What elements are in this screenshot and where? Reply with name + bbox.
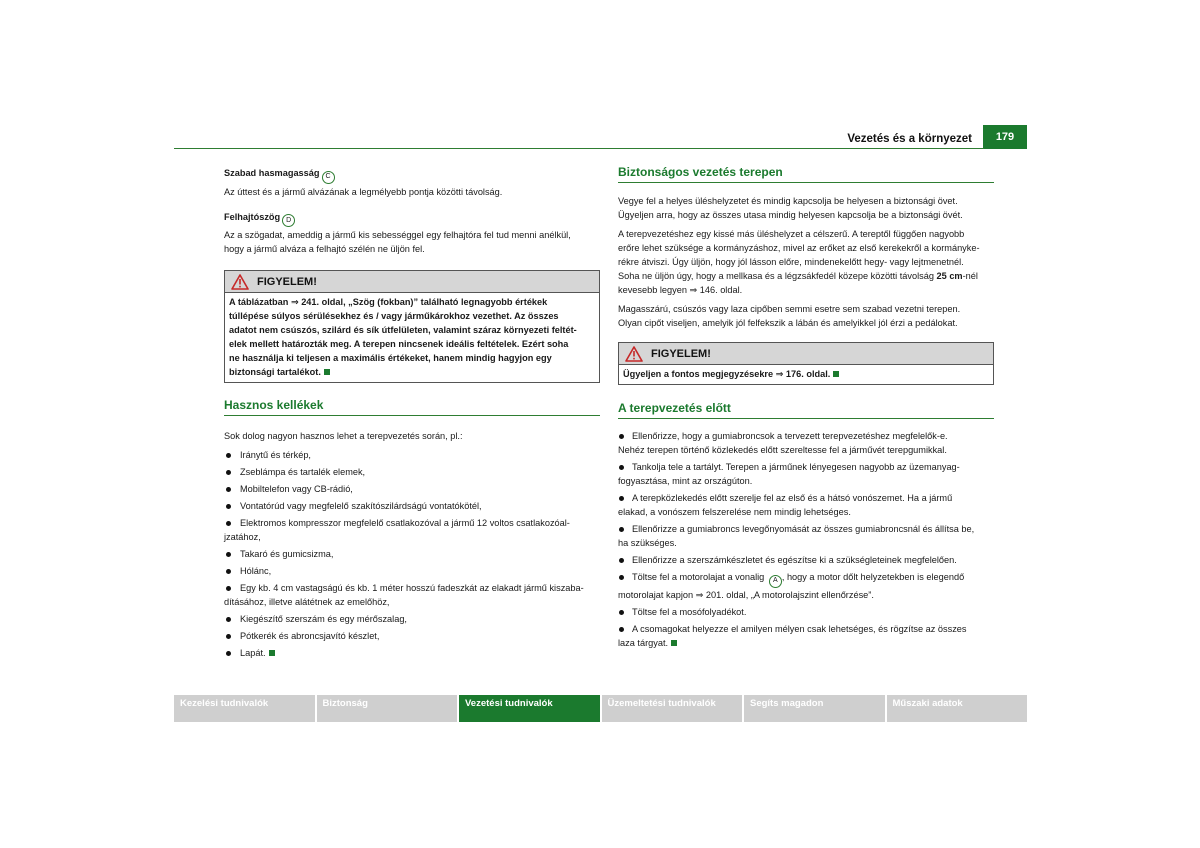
- warning-triangle-icon: [231, 274, 249, 290]
- warning-header: [619, 343, 993, 365]
- section-title-safe-driving: Biztonságos vezetés terepen: [618, 165, 994, 183]
- warning-line: biztonsági tartalékot.: [229, 365, 595, 379]
- climb-angle-label: Felhajtószög: [224, 211, 281, 222]
- header-rule: [174, 148, 984, 149]
- useful-items-intro: Sok dolog nagyon hasznos lehet a terepvezetés során, pl.:: [224, 431, 463, 441]
- list-item: Ellenőrizze a gumiabroncs levegőnyomását az összes gumiabroncsnál és állítsa be, ha szükséges.: [618, 522, 994, 550]
- list-item: Kiegészítő szerszám és egy mérőszalag,: [224, 612, 600, 626]
- right-column: [618, 165, 994, 653]
- list-item: Egy kb. 4 cm vastagságú és kb. 1 méter hosszú fadeszkát az elakadt jármű kiszaba- dításához, illetve alátétnek az emelőhöz,: [224, 581, 600, 609]
- nav-tab-technical-data[interactable]: Műszaki adatok: [887, 695, 1028, 722]
- marker-a-icon: A: [769, 575, 782, 588]
- end-marker-icon: [671, 640, 677, 646]
- list-item: Mobiltelefon vagy CB-rádió,: [224, 482, 600, 496]
- list-item: Töltse fel a motorolajat a vonalig A , hogy a motor dőlt helyzetekben is elegendő motorolajat kapjon ⇒ 201. oldal, „A motorolajszint ellenőrzése”.: [618, 570, 994, 602]
- list-item: Takaró és gumicsizma,: [224, 547, 600, 561]
- climb-angle-text-1: Az a szögadat, ameddig a jármű kis sebességgel egy felhajtóra fel tud menni anélkül,: [224, 230, 571, 240]
- paragraph-shoes: Magasszárú, csúszós vagy laza cipőben semmi esetre sem szabad vezetni terepen. Olyan cipőt viseljen, amelyik jól felfekszik a lábán és amelyikkel jól érzi a pedálokat.: [618, 304, 961, 328]
- end-marker-icon: [269, 650, 275, 656]
- warning-line: ne használja ki teljesen a maximális értékeket, hanem mindig hagyjon egy: [229, 353, 552, 363]
- nav-tab-self-help[interactable]: Segíts magadon: [744, 695, 885, 722]
- nav-tab-safety[interactable]: Biztonság: [317, 695, 458, 722]
- clearance-label: Szabad hasmagasság: [224, 168, 320, 178]
- end-marker-icon: [324, 369, 330, 375]
- warning-header: [225, 271, 599, 293]
- list-item: Zseblámpa és tartalék elemek,: [224, 465, 600, 479]
- list-item: A csomagokat helyezze el amilyen mélyen csak lehetséges, és rögzítse az összes laza tárgyat.: [618, 622, 994, 650]
- warning-box: [618, 342, 994, 385]
- list-item: Töltse fel a mosófolyadékot.: [618, 605, 994, 619]
- marker-c-icon: C: [322, 171, 335, 184]
- end-marker-icon: [833, 371, 839, 377]
- list-item: Hólánc,: [224, 564, 600, 578]
- warning-text: [225, 293, 599, 382]
- list-item: Ellenőrizze, hogy a gumiabroncsok a tervezett terepvezetéshez megfelelők-e. Nehéz terepen történő közlekedés előtt szereltesse fel a járművét terepgumikkal.: [618, 429, 994, 457]
- chapter-title: Vezetés és a környezet: [847, 133, 972, 145]
- list-item: Vontatórúd vagy megfelelő szakítószilárdságú vontatókötél,: [224, 499, 600, 513]
- nav-tab-driving[interactable]: Vezetési tudnivalók: [459, 695, 600, 722]
- list-item: Iránytű és térkép,: [224, 448, 600, 462]
- nav-tab-maintenance[interactable]: Üzemeltetési tudnivalók: [602, 695, 743, 722]
- climb-angle-text-2: hogy a jármű alváza a felhajtó szélén ne üljön fel.: [224, 244, 425, 254]
- warning-box: [224, 270, 600, 383]
- section-title-before-offroad: A terepvezetés előtt: [618, 401, 994, 419]
- list-item: A terepközlekedés előtt szerelje fel az első és a hátsó vonószemet. Ha a jármű elakad, a vonószem felszerelése nem mindig lehetséges.: [618, 491, 994, 519]
- list-item: Pótkerék és abroncsjavító készlet,: [224, 629, 600, 643]
- warning-line: elek mellett határozták meg. A terepen nincsenek ideális feltételek. Ezért soha: [229, 339, 569, 349]
- warning-line: túllépése súlyos sérülésekhez és / vagy járműkárokhoz vezethet. Az összes: [229, 311, 559, 321]
- list-item: Ellenőrizze a szerszámkészletet és egészítse ki a szükségleteinek megfelelően.: [618, 553, 994, 567]
- section-title-useful-items: Hasznos kellékek: [224, 398, 600, 416]
- warning-line: A táblázatban ⇒ 241. oldal, „Szög (fokban)” található legnagyobb értékek: [229, 297, 548, 307]
- warning-line: adatot nem csúszós, szilárd és sík útfelületen, valamint száraz környezeti feltét-: [229, 325, 577, 335]
- page-number: 179: [983, 125, 1027, 149]
- warning-title: FIGYELEM!: [257, 275, 317, 288]
- chapter-nav: [174, 695, 1027, 722]
- list-item: Elektromos kompresszor megfelelő csatlakozóval a jármű 12 voltos csatlakozóal- jzatához,: [224, 516, 600, 544]
- marker-d-icon: D: [282, 214, 295, 227]
- left-column: [224, 166, 600, 663]
- useful-items-list: [224, 448, 600, 660]
- warning-title: FIGYELEM!: [651, 347, 711, 360]
- list-item: Lapát.: [224, 646, 600, 660]
- warning-triangle-icon: [625, 346, 643, 362]
- clearance-text: Az úttest és a jármű alvázának a legmélyebb pontja közötti távolság.: [224, 186, 503, 197]
- nav-tab-operation[interactable]: Kezelési tudnivalók: [174, 695, 315, 722]
- warning-text: Ügyeljen a fontos megjegyzésekre ⇒ 176. oldal.: [619, 365, 993, 384]
- paragraph-seating: A terepvezetéshez egy kissé más üléshelyzet a célszerű. A tereptől függően nagyobb erőre lehet szüksége a kormányzáshoz, mivel az erőket az első kerekekről a kormányke- rékre átviszi. Úgy üljön, hogy jól lásson előre, mindenekelőtt hegy- vagy lejtmenetnél. Soha ne üljön úgy, hogy a mellkasa és a légzsákfedél közepe közötti távolság 25 cm-nél kevesebb legyen ⇒ 146. oldal.: [618, 229, 980, 295]
- list-item: Tankolja tele a tartályt. Terepen a járműnek lényegesen nagyobb az üzemanyag- fogyasztása, mint az országúton.: [618, 460, 994, 488]
- before-offroad-list: [618, 429, 994, 650]
- paragraph-seatbelt: Vegye fel a helyes üléshelyzetet és mindig kapcsolja be helyesen a biztonsági övet. Ügyeljen arra, hogy az összes utasa mindig helyesen kapcsolja be a biztonsági övét.: [618, 196, 963, 220]
